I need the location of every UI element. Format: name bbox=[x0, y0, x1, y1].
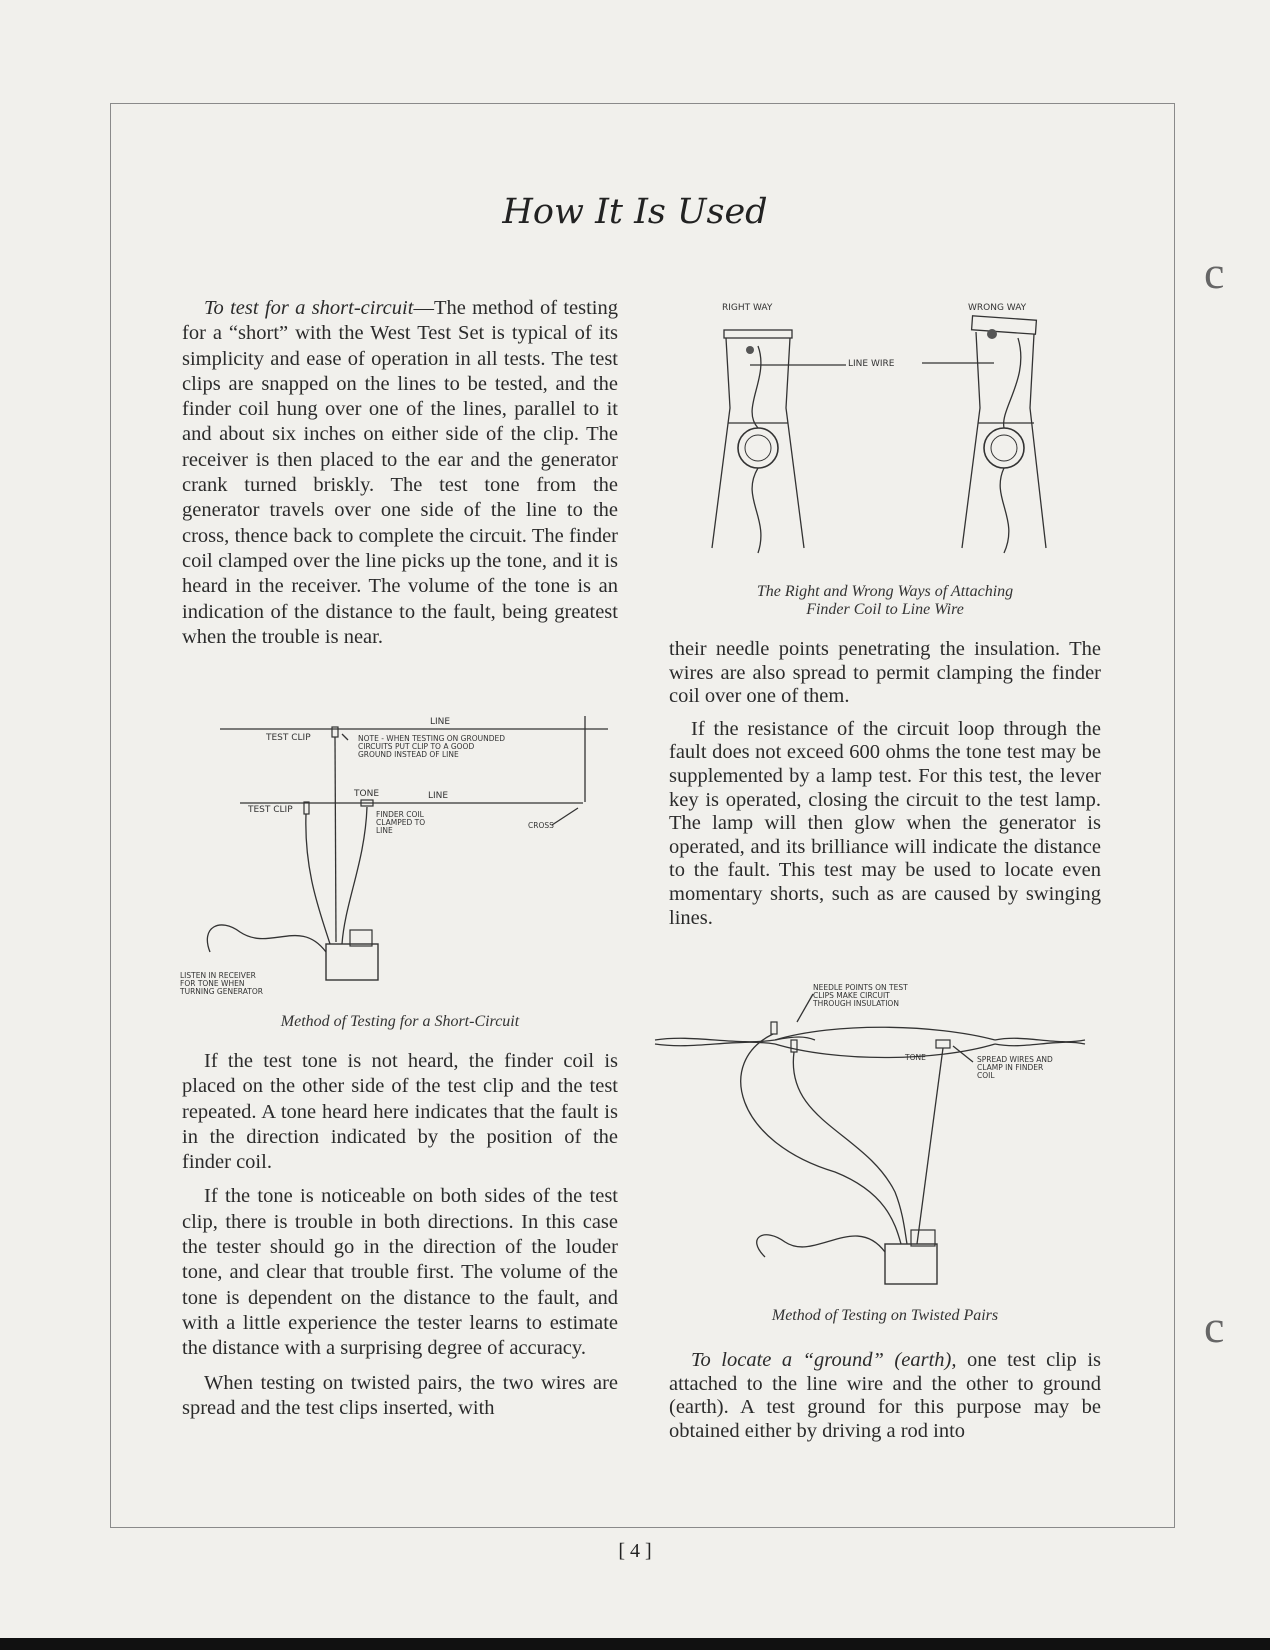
needle-line-3: THROUGH INSULATION bbox=[813, 999, 899, 1008]
label-tone-twisted: TONE bbox=[905, 1053, 926, 1062]
caption-attach-line-2: Finder Coil to Line Wire bbox=[806, 601, 964, 618]
spread-line-2: CLAMP IN FINDER bbox=[977, 1063, 1044, 1072]
paragraph-lamp-test: If the resistance of the circuit loop through the fault does not exceed 600 ohms the tone test may be supplemented by a lamp test. For this test, the lever key is operated, closing the circuit to the test lamp. The lamp will then glow when the generator is operated, and its brilliance will indicate the distance to the fault. This test may be used to locate even momentary shorts, such as are caused by swinging lines. bbox=[669, 717, 1101, 929]
label-line-top: LINE bbox=[430, 717, 451, 727]
figure-twisted-pairs bbox=[655, 982, 1105, 1292]
label-wrong-way: WRONG WAY bbox=[968, 303, 1027, 313]
label-test-clip-bottom: TEST CLIP bbox=[248, 805, 293, 815]
note-line-1: NOTE - WHEN TESTING ON GROUNDED bbox=[358, 734, 505, 743]
paragraph-needle-points: their needle points penetrating the insulation. The wires are also spread to permit clamping the finder coil over one of them. bbox=[669, 638, 1101, 708]
paragraph-both-sides: If the tone is noticeable on both sides of the test clip, there is trouble in both directions. In this case the tester should go in the direction of the louder tone, and clear that trouble first. The volume of the tone is dependent on the distance to the fault, and with a little experience the tester learns to estimate the distance with a surprising degree of accuracy. bbox=[182, 1185, 618, 1360]
figure-short-circuit bbox=[180, 712, 620, 1002]
note-line-2: CIRCUITS PUT CLIP TO A GOOD bbox=[358, 742, 475, 751]
needle-line-2: CLIPS MAKE CIRCUIT bbox=[813, 991, 890, 1000]
label-line-wire: LINE WIRE bbox=[848, 359, 895, 369]
spread-line-3: COIL bbox=[977, 1071, 995, 1080]
listen-line-2: FOR TONE WHEN bbox=[180, 979, 245, 988]
left-column-bottom bbox=[182, 1049, 618, 1430]
paragraph-tone-not-heard: If the test tone is not heard, the finder coil is placed on the other side of the test clip and the test repeated. A tone heard here indicates that the fault is in the direction indicated by the position of the finder coil. bbox=[182, 1050, 618, 1174]
lead-ground: To locate a “ground” (earth), bbox=[691, 1349, 957, 1371]
caption-twisted-pairs: Method of Testing on Twisted Pairs bbox=[771, 1307, 999, 1324]
page-title: How It Is Used bbox=[502, 192, 768, 232]
paragraph-ground bbox=[669, 1349, 1101, 1443]
caption-short-circuit: Method of Testing for a Short-Circuit bbox=[280, 1013, 520, 1030]
note-line-3: GROUND INSTEAD OF LINE bbox=[358, 750, 459, 759]
right-column-middle bbox=[669, 638, 1101, 939]
left-column-top bbox=[182, 296, 618, 659]
spread-line-1: SPREAD WIRES AND bbox=[977, 1055, 1053, 1064]
finder-line-3: LINE bbox=[376, 826, 393, 835]
page-number: [ 4 ] bbox=[618, 1540, 652, 1562]
binding-hole-mark-bottom: c bbox=[1204, 1301, 1225, 1352]
paragraph-short-circuit bbox=[182, 296, 618, 650]
listen-line-1: LISTEN IN RECEIVER bbox=[180, 971, 256, 980]
binding-hole-mark-top: c bbox=[1204, 247, 1225, 298]
label-tone: TONE bbox=[354, 789, 380, 799]
caption-attach bbox=[669, 583, 1101, 619]
label-test-clip-top: TEST CLIP bbox=[266, 733, 311, 743]
paragraph-text: one test clip is attached to the line wire and the other to ground (earth). A test ground for this purpose may be obtained either by driving a rod into bbox=[669, 1349, 1101, 1442]
scan-edge bbox=[0, 1638, 1270, 1650]
label-cross: CROSS bbox=[528, 821, 554, 830]
paragraph-twisted-pairs: When testing on twisted pairs, the two wires are spread and the test clips inserted, with bbox=[182, 1371, 618, 1419]
finder-line-1: FINDER COIL bbox=[376, 810, 424, 819]
figure-attach bbox=[700, 298, 1080, 576]
label-line-bottom: LINE bbox=[428, 791, 449, 801]
needle-line-1: NEEDLE POINTS ON TEST bbox=[813, 983, 908, 992]
paragraph-text: —The method of testing for a “short” with the West Test Set is typical of its simplicity and ease of operation in all tests. The test clips are snapped on the lines to be tested, and the finder coil hung over one of the lines, parallel to it and about six inches on either side of the clip. The receiver is then placed to the ear and the generator crank turned briskly. The test tone from the generator travels over one side of the line to the cross, thence back to complete the circuit. The finder coil clamped over the line picks up the tone, and it is heard in the receiver. The volume of the tone is an indication of the distance to the fault, being greatest when the trouble is near. bbox=[182, 297, 619, 648]
right-column-bottom bbox=[669, 1349, 1101, 1452]
listen-line-3: TURNING GENERATOR bbox=[180, 987, 263, 996]
label-right-way: RIGHT WAY bbox=[722, 303, 773, 313]
finder-line-2: CLAMPED TO bbox=[376, 818, 426, 827]
lead-short-circuit: To test for a short-circuit bbox=[204, 297, 414, 319]
caption-attach-line-1: The Right and Wrong Ways of Attaching bbox=[756, 583, 1014, 600]
